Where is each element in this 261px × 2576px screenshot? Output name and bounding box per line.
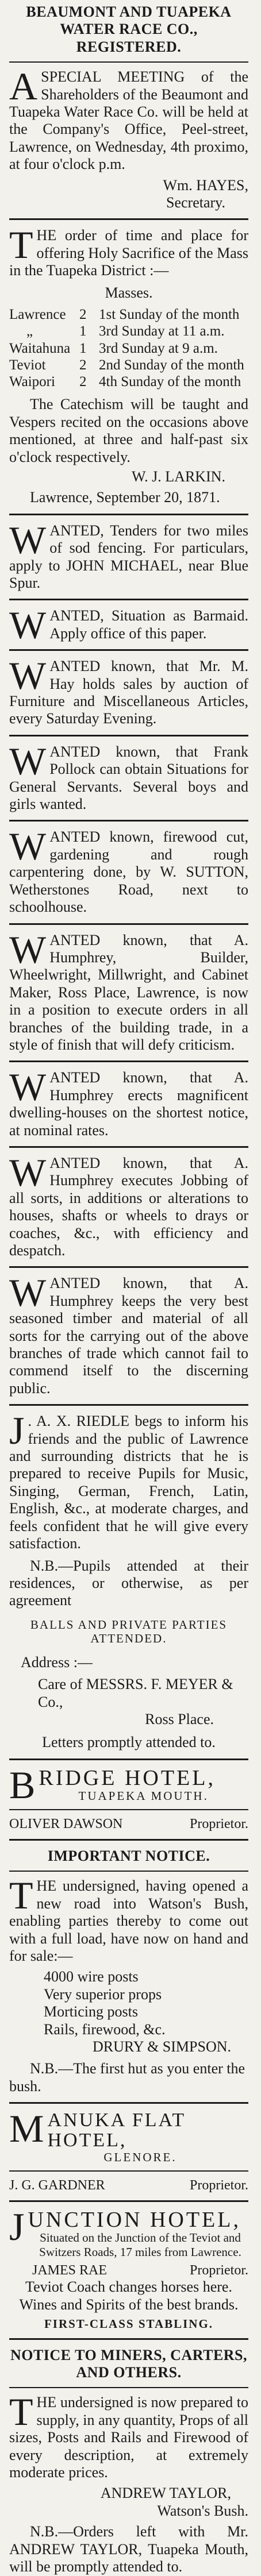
signer-role: Secretary.	[166, 194, 225, 211]
mass-time: 3rd Sunday at 11 a.m.	[99, 323, 225, 340]
address-label: Address :—	[21, 1653, 93, 1671]
mass-place: Lawrence	[9, 307, 66, 323]
masses-table	[9, 306, 248, 390]
notice-heading: NOTICE TO MINERS, CARTERS, AND OTHERS.	[10, 2346, 248, 2381]
dropcap: W	[9, 658, 47, 698]
wanted-text: ANTED, Situation as Barmaid. Apply office of this paper.	[49, 607, 248, 642]
nb-text: N.B.—Pupils attended at their residences, or otherwise, as per agreement	[9, 1557, 248, 1609]
dropcap: W	[9, 931, 47, 971]
dropcap: W	[9, 1275, 47, 1315]
notice-body: HE undersigned is now prepared to supply, in any quantity, Props of all sizes, Posts and Rails and Firewood of every description, at extremely moderate prices.	[9, 2394, 248, 2481]
bridge-hotel-ad	[9, 1767, 248, 1832]
wanted-ad	[9, 932, 248, 1054]
address-place: Ross Place.	[145, 1711, 214, 1728]
dropcap: W	[9, 607, 47, 643]
dropcap: T	[9, 227, 33, 267]
wanted-ad	[9, 1155, 248, 1259]
wanted-ad	[9, 828, 248, 916]
proprietor-row	[9, 2262, 248, 2278]
mass-time: 3rd Sunday at 9 a.m.	[99, 340, 218, 356]
divider	[9, 599, 248, 600]
signer-place: Watson's Bush.	[157, 2502, 248, 2519]
mass-place: „	[26, 323, 33, 340]
wanted-text: ANTED known, that A. Humphrey keeps the very best seasoned timber and material of all sorts for the carrying out of the above branches of trade which cannot fail to commend itself to the discerning public.	[9, 1275, 248, 1397]
signer: DRURY & SIMPSON.	[92, 2038, 231, 2055]
stock-item: Very superior props	[44, 1985, 162, 2003]
proprietor-row	[9, 2177, 248, 2193]
divider	[9, 61, 248, 63]
dropcap: M	[9, 2111, 44, 2151]
hotel-name: ANUKA FLAT HOTEL,	[47, 2111, 186, 2151]
divider	[9, 2102, 248, 2104]
mass-count: 1	[79, 340, 87, 356]
wanted-text: ANTED known, that Frank Pollock can obtain Situations for General Servants. Several boys and girls wanted.	[9, 743, 248, 813]
divider	[9, 2338, 248, 2340]
dropcap: W	[9, 1154, 47, 1194]
notice-body: HE undersigned, having opened a new road into Watson's Bush, enabling parties thereby to come out with a full load, have now on hand and for sale:—	[9, 1877, 248, 1964]
divider	[9, 820, 248, 822]
dropcap: W	[9, 828, 47, 869]
divider	[9, 1759, 248, 1760]
stock-item: 4000 wire posts	[44, 1968, 139, 1985]
ad-body: . A. X. RIEDLE begs to inform his friends and the public of Lawrence and surrounding districts that he is prepared to receive Pupils for Music, Singing, German, French, Latin, English, &c., at moderate charges, and feels confident that he will give every satisfaction.	[9, 1413, 248, 1552]
mass-time: 4th Sunday of the month	[99, 374, 241, 390]
mass-count: 2	[79, 357, 87, 373]
ad-body: HE order of time and place for offering Holy Sacrifice of the Mass in the Tuapeka District :—	[9, 227, 248, 279]
divider	[9, 735, 248, 736]
divider	[9, 1266, 248, 1268]
hotel-name: UNCTION HOTEL,	[28, 2208, 241, 2232]
wanted-ad	[9, 607, 248, 642]
music-teacher-ad	[9, 1413, 248, 1752]
divider	[9, 1146, 248, 1148]
proprietor-label: Proprietor.	[190, 1816, 248, 1831]
divider	[9, 2387, 248, 2388]
divider	[9, 1871, 248, 1872]
divider	[9, 514, 248, 515]
dropcap: B	[9, 1767, 36, 1807]
catechism-text: The Catechism will be taught and Vespers recited on the occasions above mentioned, at three and half-past six o'clock respectively.	[9, 396, 248, 465]
signer: Wm. HAYES,	[163, 176, 248, 194]
wanted-text: ANTED known, that Mr. M. Hay holds sales by auction of Furniture and Miscellaneous Articles, every Saturday Evening.	[9, 658, 248, 727]
proprietor-name: OLIVER DAWSON	[9, 1816, 123, 1831]
miners-notice-ad	[9, 2347, 248, 2576]
divider	[9, 1839, 248, 1841]
care-of: Care of MESSRS. F. MEYER & Co.,	[38, 1676, 233, 1710]
mass-time: 2nd Sunday of the month	[99, 357, 244, 373]
wanted-ad	[9, 1275, 248, 1397]
mass-place: Waipori	[9, 374, 55, 390]
mass-row	[9, 373, 248, 390]
manuka-hotel-ad	[9, 2111, 248, 2193]
divider	[9, 923, 248, 925]
letters-line: Letters promptly attended to.	[42, 1734, 216, 1751]
balls-line: BALLS AND PRIVATE PARTIES ATTENDED.	[30, 1617, 228, 1646]
mass-count: 2	[79, 374, 87, 390]
nb-text: N.B.—The first hut as you enter the bush.	[9, 2060, 245, 2095]
mass-row	[9, 357, 248, 373]
wanted-text: ANTED known, that A. Humphrey executes Jobbing of all sorts, in additions or alterations to houses, shafts or wheels to drays or coaches, &c., with efficiency and despatch.	[9, 1154, 248, 1259]
wanted-text: ANTED known, firewood cut, gardening and rough carpentering done, by W. SUTTON, Wetherstones Road, next to schoolhouse.	[9, 828, 248, 916]
proprietor-label: Proprietor.	[190, 2177, 248, 2193]
signer: W. J. LARKIN.	[132, 468, 225, 485]
wanted-text: ANTED known, that A. Humphrey, Builder, Wheelwright, Millwright, and Cabinet Maker, Ross Place, Lawrence, is now in a position to execute orders in all branches of the building trade, in a style of finish that will defy criticism.	[9, 931, 248, 1053]
mass-row	[9, 323, 248, 340]
dropcap: T	[9, 1873, 33, 1918]
divider	[9, 2200, 248, 2202]
notice-heading: IMPORTANT NOTICE.	[47, 1847, 210, 1864]
important-notice-ad	[9, 1848, 248, 2095]
signer: ANDREW TAYLOR,	[100, 2485, 231, 2502]
dropcap: J	[9, 2208, 25, 2249]
wanted-text: ANTED known, that A. Humphrey erects magnificent dwelling-houses on the shortest notice, at nominal rates.	[9, 1069, 248, 1139]
dropcap: W	[9, 743, 47, 783]
mass-schedule-ad	[9, 227, 248, 506]
dateline: Lawrence, September 20, 1871.	[30, 489, 220, 506]
wines-line: Wines and Spirits of the best brands.	[19, 2296, 239, 2313]
coach-line: Teviot Coach changes horses here.	[25, 2278, 232, 2296]
hotel-location: TUAPEKA MOUTH.	[78, 1789, 209, 1803]
ad-body: SPECIAL MEETING of the Shareholders of the Beaumont and Tuapeka Water Race Co. will be held at the Company's Office, Peel-street, Lawrence, on Wednesday, 4th proximo, at four o'clock p.m.	[9, 68, 248, 173]
mass-place: Teviot	[9, 357, 46, 373]
hotel-name: RIDGE HOTEL,	[39, 1767, 216, 1790]
mass-place: Waitahuna	[9, 340, 71, 356]
nb-text: N.B.—Orders left with Mr. ANDREW TAYLOR, Tuapeka Mouth, will be promptly attended to.	[9, 2523, 248, 2575]
mass-count: 1	[79, 323, 87, 340]
divider	[9, 1809, 248, 1810]
stock-item: Rails, firewood, &c.	[44, 2020, 166, 2038]
wanted-ad	[9, 658, 248, 728]
proprietor-name: J. G. GARDNER	[9, 2177, 105, 2193]
dropcap: T	[9, 2390, 33, 2434]
water-race-meeting-ad	[9, 3, 248, 211]
divider	[9, 2170, 248, 2172]
wanted-ad	[9, 1069, 248, 1139]
stock-item: Morticing posts	[44, 2003, 138, 2020]
mass-row	[9, 340, 248, 357]
divider	[9, 1404, 248, 1406]
dropcap: J	[9, 1413, 25, 1453]
dropcap: A	[9, 64, 38, 109]
divider	[9, 649, 248, 651]
wanted-text: ANTED, Tenders for two miles of sod fencing. For particulars, apply to JOHN MICHAEL, near Blue Spur.	[9, 522, 248, 591]
stock-list	[9, 1968, 248, 2038]
masses-label: Masses.	[105, 284, 153, 301]
hotel-location: GLENORE.	[103, 2150, 177, 2165]
wanted-ad	[9, 522, 248, 592]
mass-time: 1st Sunday of the month	[99, 307, 240, 323]
divider	[9, 1061, 248, 1062]
dropcap: W	[9, 1069, 47, 1109]
wanted-ad	[9, 743, 248, 813]
dropcap: W	[9, 522, 47, 562]
mass-count: 2	[79, 307, 87, 323]
stabling-line: FIRST-CLASS STABLING.	[44, 2317, 214, 2331]
mass-row	[9, 306, 248, 323]
hotel-location: Situated on the Junction of the Teviot and Switzers Roads, 17 miles from Lawrence.	[39, 2231, 241, 2259]
junction-hotel-ad	[9, 2209, 248, 2331]
proprietor-name: JAMES RAE	[32, 2263, 108, 2278]
divider	[9, 218, 248, 220]
proprietor-label: Proprietor.	[190, 2263, 248, 2278]
proprietor-row	[9, 1816, 248, 1832]
ad-title: BEAUMONT AND TUAPEKA WATER RACE CO., REGISTERED.	[26, 3, 232, 55]
